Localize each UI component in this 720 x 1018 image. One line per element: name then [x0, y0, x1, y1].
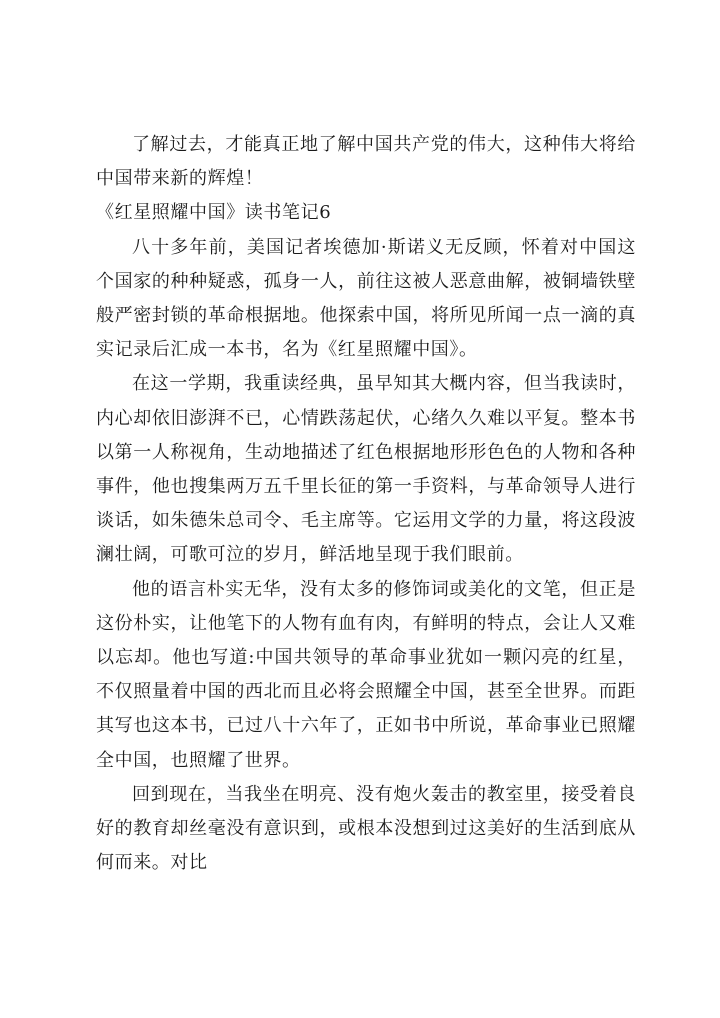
paragraph-snow-journey: 八十多年前，美国记者埃德加·斯诺义无反顾，怀着对中国这个国家的种种疑惑，孤身一人，前往这被人恶意曲解，被铜墙铁壁般严密封锁的革命根据地。他探索中国，将所见所闻一点一滴的真实记录后汇成一本书，名为《红星照耀中国》。 [96, 236, 636, 361]
paragraph-language-style: 他的语言朴实无华，没有太多的修饰词或美化的文笔，但正是这份朴实，让他笔下的人物有血有肉，有鲜明的特点，会让人又难以忘却。他也写道:中国共领导的革命事业犹如一颗闪亮的红星，不仅照量着中国的西北而且必将会照耀全中国，甚至全世界。而距其写也这本书，已过八十六年了，正如书中所说，革命事业已照耀全中国，也照耀了世界。 [96, 578, 636, 771]
paragraph-present-day: 回到现在，当我坐在明亮、没有炮火轰击的教室里，接受着良好的教育却丝毫没有意识到，或根本没想到过这美好的生活到底从何而来。对比 [96, 783, 636, 874]
section-heading: 《红星照耀中国》读书笔记6 [96, 202, 332, 224]
paragraph-intro-conclusion: 了解过去，才能真正地了解中国共产党的伟大，这种伟大将给中国带来新的辉煌！ [96, 134, 636, 190]
paragraph-rereading: 在这一学期，我重读经典，虽早知其大概内容，但当我读时，内心却依旧澎湃不已，心情跌荡起伏，心绪久久难以平复。整本书以第一人称视角，生动地描述了红色根据地形形色色的人物和各种事件，他也搜集两万五千里长征的第一手资料，与革命领导人进行谈话，如朱德朱总司令、毛主席等。它运用文学的力量，将这段波澜壮阔，可歌可泣的岁月，鲜活地呈现于我们眼前。 [96, 373, 636, 566]
document-body [96, 128, 636, 880]
